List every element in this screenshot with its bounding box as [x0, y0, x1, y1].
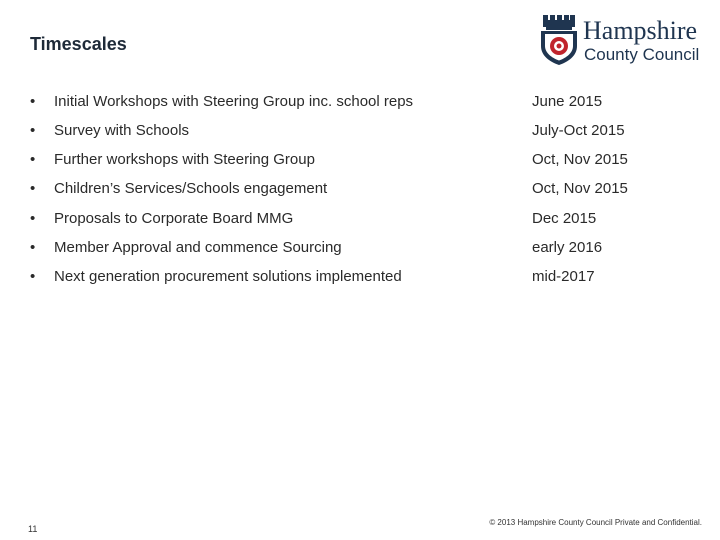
timeline-row: [0, 180, 720, 200]
bullet: •: [30, 151, 36, 168]
bullet: •: [30, 268, 36, 285]
timeline-date: June 2015: [532, 93, 603, 110]
timeline-date: July-Oct 2015: [532, 122, 625, 139]
timeline-date: early 2016: [532, 239, 603, 256]
hampshire-logo: [537, 14, 707, 66]
timeline-item: Further workshops with Steering Group: [54, 151, 315, 168]
timeline-item: Children’s Services/Schools engagement: [54, 180, 328, 197]
logo-line-hampshire: Hampshire: [583, 16, 698, 45]
timeline-date: Dec 2015: [532, 210, 597, 227]
timeline-item: Member Approval and commence Sourcing: [54, 239, 342, 256]
timeline-row: [0, 151, 720, 171]
timeline-item: Next generation procurement solutions implemented: [54, 268, 402, 285]
bullet: •: [30, 180, 36, 197]
timeline-item: Proposals to Corporate Board MMG: [54, 210, 294, 227]
copyright-footer: © 2013 Hampshire County Council Private and Confidential.: [489, 518, 702, 527]
timeline-row: [0, 239, 720, 259]
timeline-row: [0, 210, 720, 230]
slide-title: Timescales: [30, 34, 127, 54]
timeline-date: Oct, Nov 2015: [532, 180, 628, 197]
timeline-date: Oct, Nov 2015: [532, 151, 628, 168]
timeline-date: mid-2017: [532, 268, 595, 285]
timeline-item: Survey with Schools: [54, 122, 190, 139]
bullet: •: [30, 93, 36, 110]
timeline-row: [0, 93, 720, 113]
timeline-row: [0, 268, 720, 288]
timeline-item: Initial Workshops with Steering Group inc. school reps: [54, 93, 414, 110]
bullet: •: [30, 210, 36, 227]
timeline-row: [0, 122, 720, 142]
page-number: 11: [28, 524, 38, 534]
bullet: •: [30, 122, 36, 139]
county-crest-icon: [537, 14, 581, 66]
logo-line-county-council: County Council: [584, 45, 700, 64]
bullet: •: [30, 239, 36, 256]
